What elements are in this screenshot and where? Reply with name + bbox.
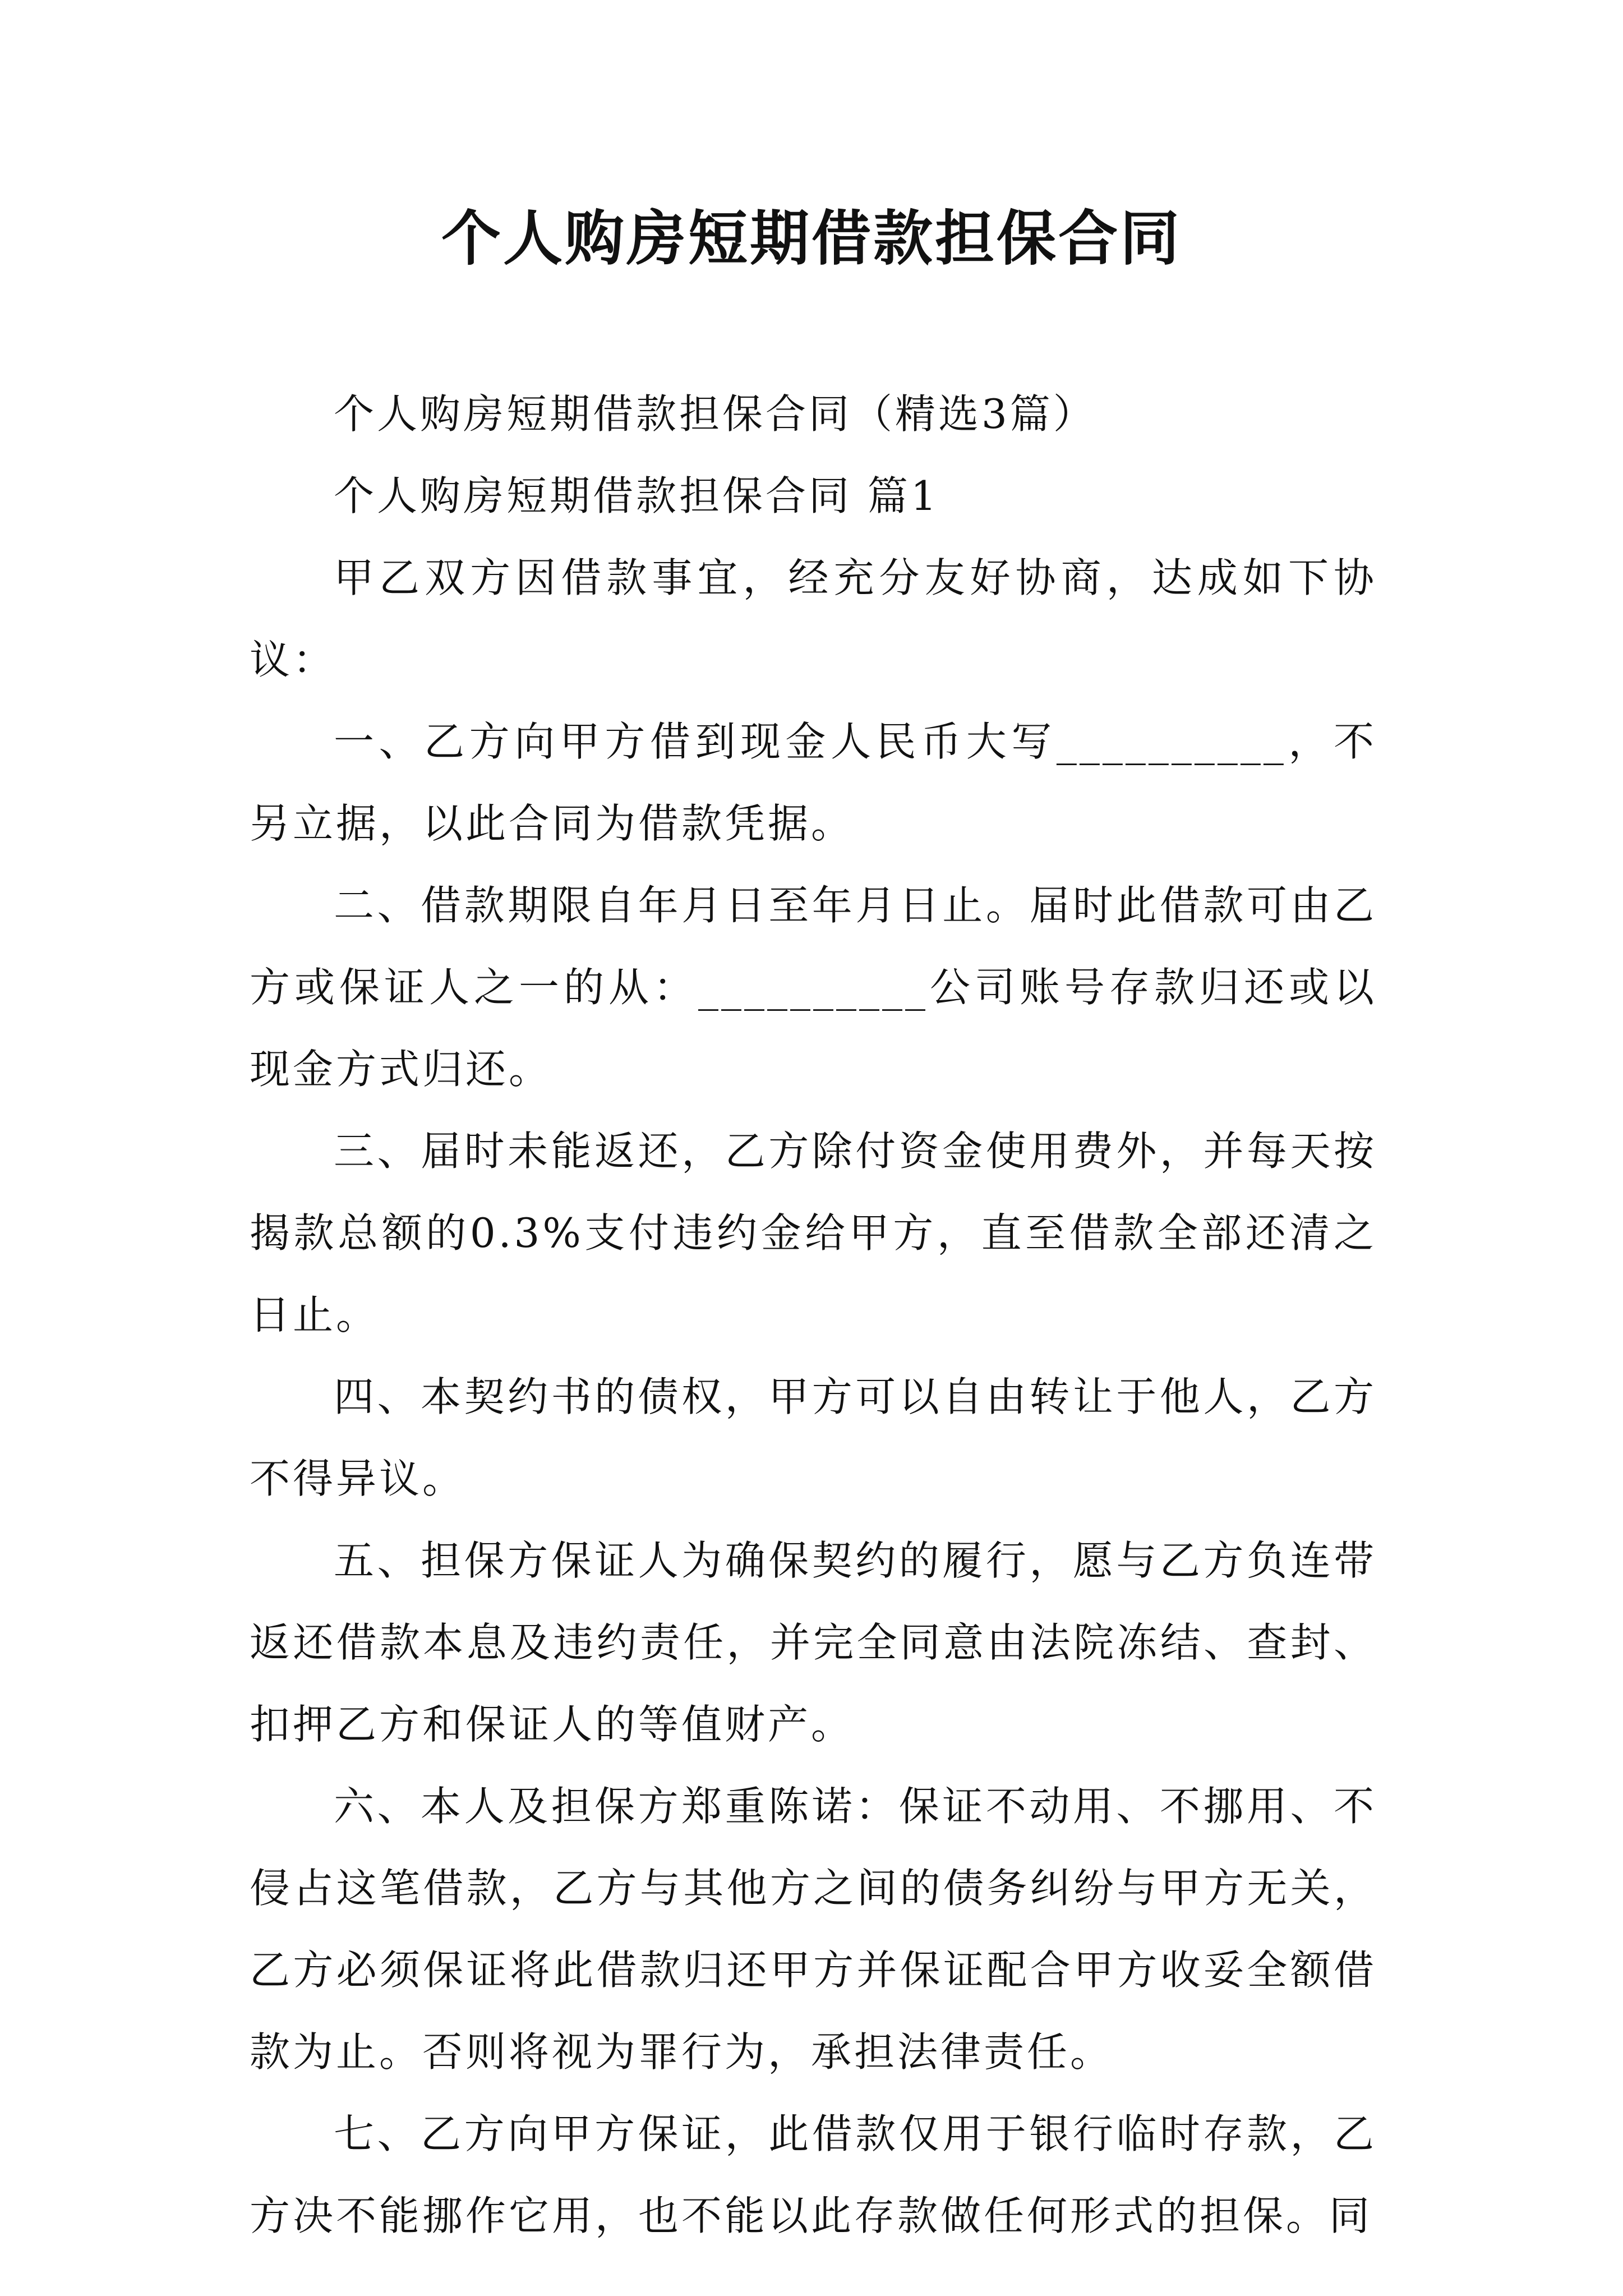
- paragraph-subtitle: 个人购房短期借款担保合同（精选3篇）: [334, 390, 1096, 438]
- paragraph-clause-2: 二、借款期限自年月日至年月日止。届时此借款可由乙方或保证人之一的从：__________公司账号存款归还或以现金方式归还。: [250, 882, 1377, 1093]
- paragraph-clause-5: 五、担保方保证人为确保契约的履行，愿与乙方负连带返还借款本息及违约责任，并完全同意由法院冻结、查封、扣押乙方和保证人的等值财产。: [250, 1537, 1377, 1748]
- paragraph-preamble: 甲乙双方因借款事宜，经充分友好协商，达成如下协议：: [250, 554, 1377, 683]
- paragraph-clause-3: 三、届时未能返还，乙方除付资金使用费外，并每天按揭款总额的0.3%支付违约金给甲方，直至借款全部还清之日止。: [250, 1128, 1377, 1338]
- paragraph-clause-6: 六、本人及担保方郑重陈诺：保证不动用、不挪用、不侵占这笔借款，乙方与其他方之间的债务纠纷与甲方无关，乙方必须保证将此借款归还甲方并保证配合甲方收妥全额借款为止。否则将视为罪行为，承担法律责任。: [250, 1783, 1377, 2076]
- paragraph-section-heading: 个人购房短期借款担保合同 篇1: [334, 472, 939, 519]
- document-body: [250, 373, 1377, 2257]
- paragraph-clause-1: 一、乙方向甲方借到现金人民币大写__________，不另立据，以此合同为借款凭据。: [250, 718, 1377, 847]
- document-title: 个人购房短期借款担保合同: [441, 203, 1182, 273]
- paragraph-clause-7: 七、乙方向甲方保证，此借款仅用于银行临时存款，乙方决不能挪作它用，也不能以此存款做任何形式的担保。同: [250, 2110, 1377, 2239]
- paragraph-clause-4: 四、本契约书的债权，甲方可以自由转让于他人，乙方不得异议。: [250, 1373, 1377, 1502]
